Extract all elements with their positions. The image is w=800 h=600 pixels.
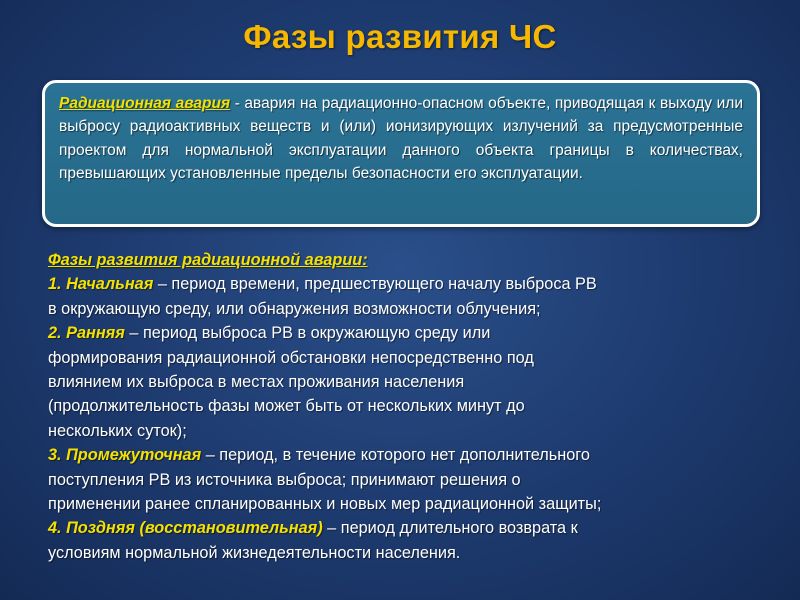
phase-name: 3. Промежуточная bbox=[48, 446, 202, 465]
definition-term: Радиационная авария bbox=[59, 95, 231, 112]
phase-text-line: влиянием их выброса в местах проживания населения bbox=[48, 373, 465, 392]
phase-text-line: нескольких суток); bbox=[48, 421, 187, 440]
phases-heading: Фазы развития радиационной аварии: bbox=[48, 251, 368, 269]
phase-text: – период времени, предшествующего началу выброса РВ bbox=[153, 275, 597, 294]
phase-text-line: условиям нормальной жизнедеятельности населения. bbox=[48, 543, 461, 562]
phase-text-line: (продолжительность фазы может быть от нескольких минут до bbox=[48, 397, 525, 416]
phases-section bbox=[48, 248, 778, 565]
definition-body: - авария на радиационно-опасном объекте, приводящая к выходу или выбросу радиоактивных веществ и (или) ионизирующих излучений за предусмотренные проектом для нормальной эксплуатации данного объекта границы в количествах, превышающих установленные пределы безопасности его эксплуатации. bbox=[59, 95, 743, 183]
definition-text bbox=[59, 92, 743, 186]
slide-title: Фазы развития ЧС bbox=[243, 18, 557, 55]
phase-text-line: применении ранее спланированных и новых мер радиационной защиты; bbox=[48, 495, 602, 514]
phase-item-early bbox=[48, 321, 778, 345]
phase-name: 4. Поздняя (восстановительная) bbox=[48, 519, 323, 538]
phase-text: – период выброса РВ в окружающую среду или bbox=[124, 324, 491, 343]
phase-text: – период, в течение которого нет дополнительного bbox=[201, 446, 590, 465]
phase-text-line: формирования радиационной обстановки непосредственно под bbox=[48, 348, 534, 367]
phase-text-line: в окружающую среду, или обнаружения возможности облучения; bbox=[48, 299, 541, 318]
phase-item-initial bbox=[48, 272, 778, 296]
phases-heading-line bbox=[48, 248, 778, 272]
phase-item-late bbox=[48, 516, 778, 540]
phase-item-intermediate bbox=[48, 443, 778, 467]
definition-box bbox=[42, 80, 760, 227]
phase-name: 2. Ранняя bbox=[48, 324, 125, 343]
phase-text-line: поступления РВ из источника выброса; принимают решения о bbox=[48, 470, 521, 489]
phase-name: 1. Начальная bbox=[48, 275, 154, 294]
phase-text: – период длительного возврата к bbox=[322, 519, 578, 538]
